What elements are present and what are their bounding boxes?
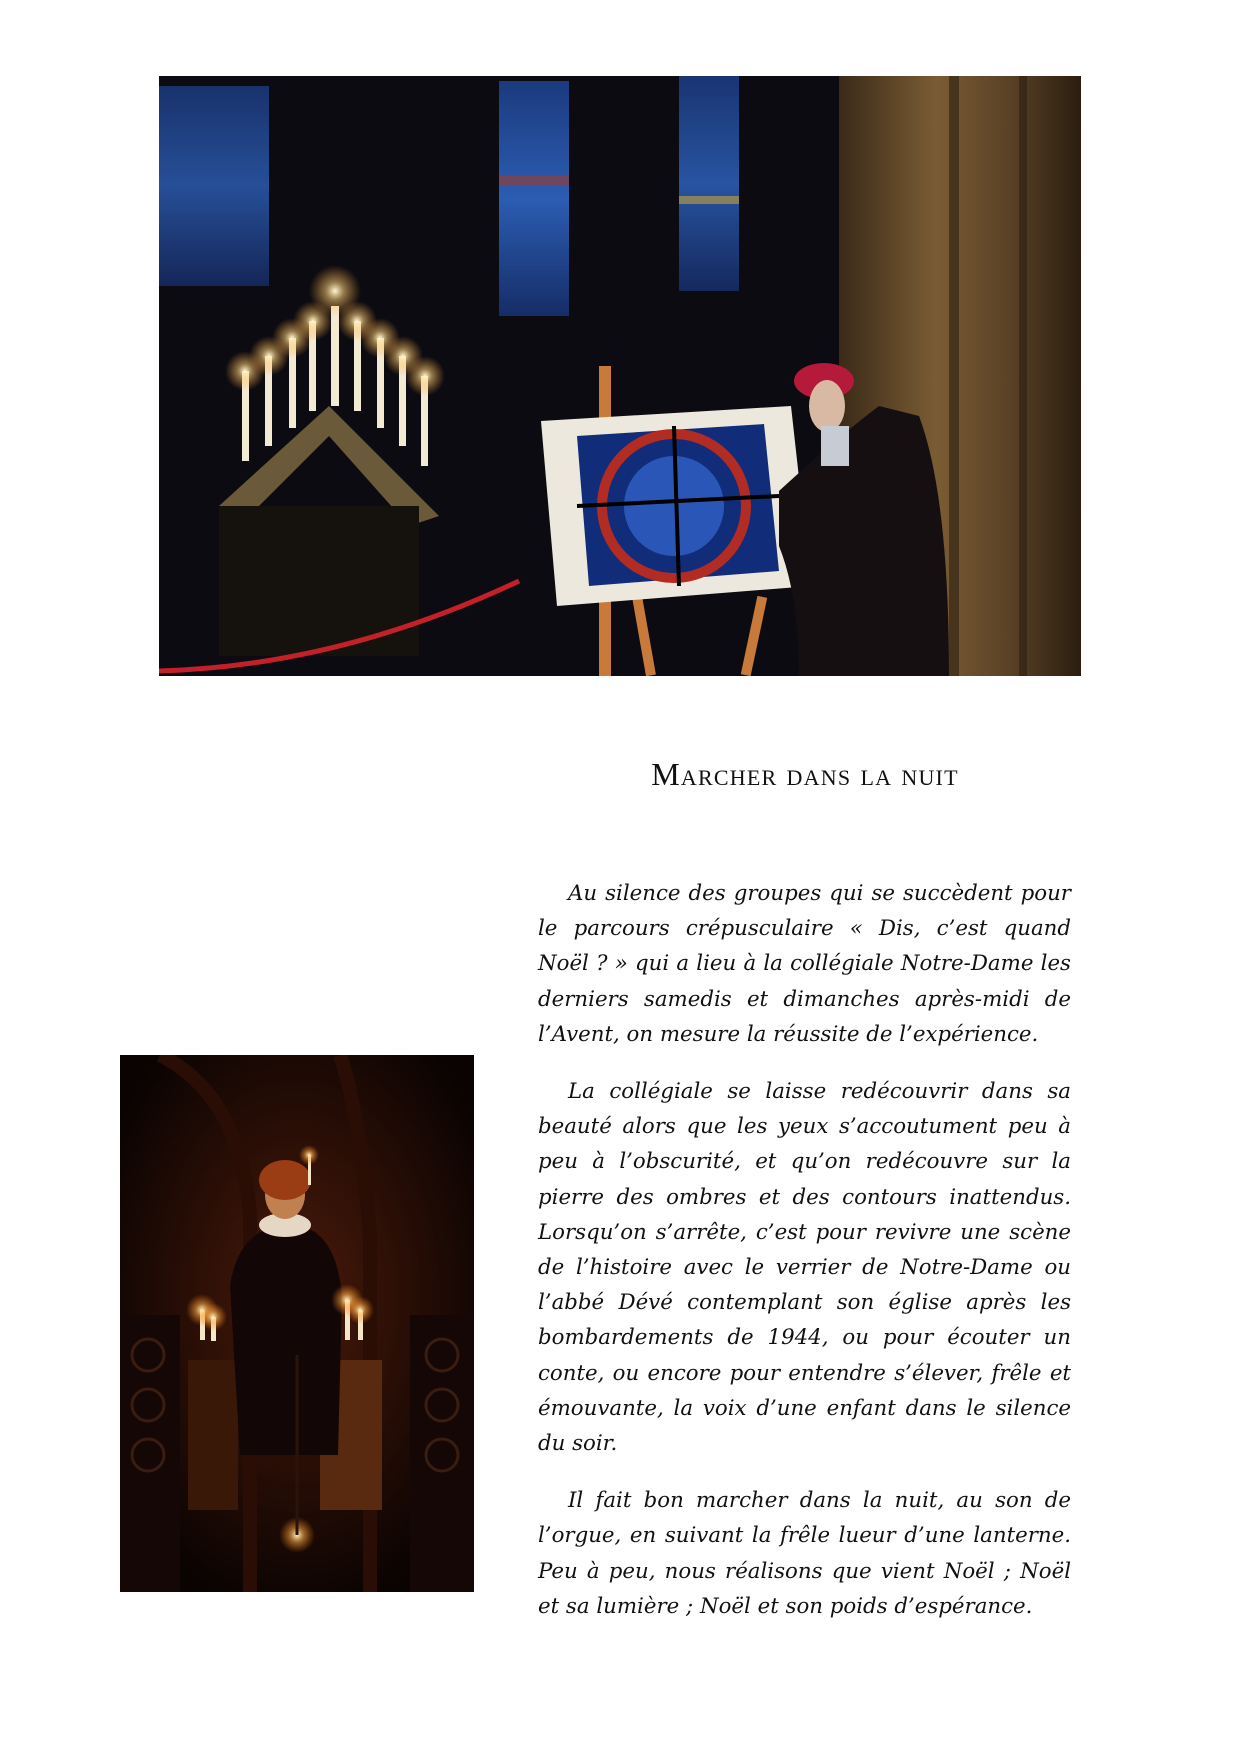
article-body — [538, 876, 1071, 1624]
paragraph: Au silence des groupes qui se succèdent pour le parcours crépusculaire « Dis, c’est quand Noël ? » qui a lieu à la collégiale Notre-Dame les derniers samedis et dimanches après-midi de l’Avent, on mesure la réussite de l’expérience. — [538, 881, 1071, 1047]
left-photo — [120, 1055, 474, 1592]
page-title: Marcher dans la nuit — [651, 756, 959, 792]
paragraph: La collégiale se laisse redécouvrir dans sa beauté alors que les yeux s’accoutument peu à peu à l’obscurité, et qu’on redécouvre sur la pierre des ombres et des contours inattendus. Lorsqu’on s’arrête, c’est pour revivre une scène de l’histoire avec le verrier de Notre-Dame ou l’abbé Dévé contemplant son église après les bombardements de 1944, ou pour écouter un conte, ou encore pour entendre s’élever, frêle et émouvante, la voix d’une enfant dans le silence du soir. — [538, 1079, 1071, 1457]
top-photo — [159, 76, 1081, 676]
church-candles-easel-illustration — [159, 76, 1081, 676]
candlelit-singer-illustration — [120, 1055, 474, 1592]
paragraph: Il fait bon marcher dans la nuit, au son de l’orgue, en suivant la frêle lueur d’une lanterne. Peu à peu, nous réalisons que vient Noël ; Noël et sa lumière ; Noël et son poids d’espérance. — [538, 1488, 1071, 1619]
